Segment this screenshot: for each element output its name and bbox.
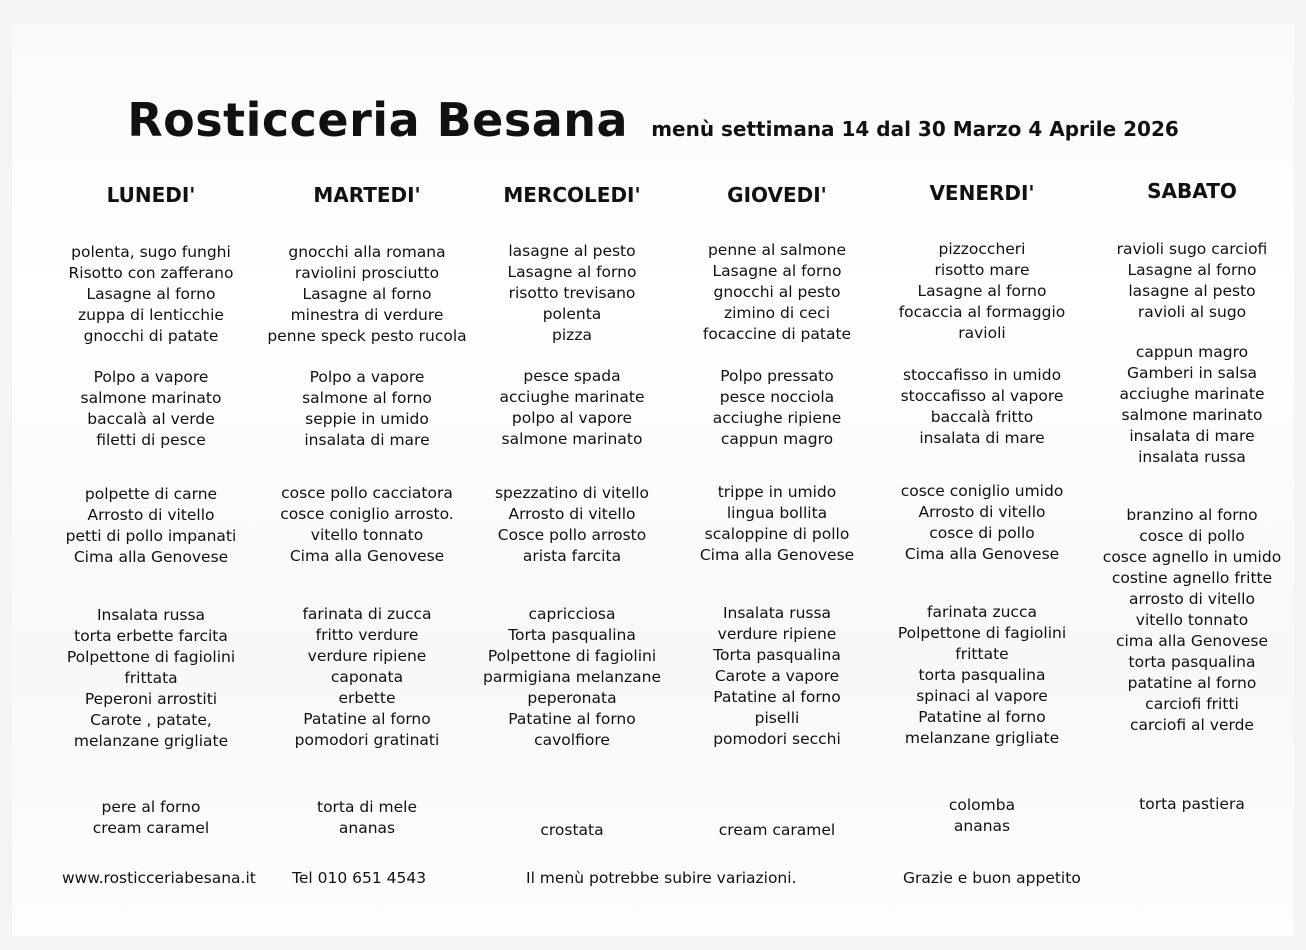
- dish-item: vitello tonnato: [310, 526, 424, 544]
- dish-item: Polpo a vapore: [93, 368, 209, 386]
- footer-website: www.rosticceriabesana.it: [62, 869, 256, 887]
- dish-item: cream caramel: [92, 819, 210, 837]
- menu-week-subtitle: menù settimana 14 dal 30 Marzo 4 Aprile 2026: [651, 117, 1179, 141]
- day-heading: MERCOLEDI': [503, 183, 641, 207]
- dish-item: Arrosto di vitello: [508, 505, 636, 523]
- dish-group: [26, 797, 276, 839]
- dish-item: Arrosto di vitello: [87, 506, 215, 524]
- dish-item: lingua bollita: [726, 504, 828, 522]
- dish-item: Carote , patate,: [90, 711, 212, 729]
- dish-item: erbette: [338, 689, 396, 707]
- dish-item: capricciosa: [528, 605, 616, 623]
- dish-item: pomodori gratinati: [294, 731, 440, 749]
- dish-item: cosce di pollo: [1139, 527, 1245, 545]
- dish-group: [26, 605, 276, 752]
- dish-item: Lasagne al forno: [1127, 261, 1257, 279]
- dish-item: torta pasqualina: [918, 666, 1046, 684]
- dish-group: [26, 367, 276, 451]
- dish-item: farinata zucca: [927, 603, 1037, 621]
- dish-item: ravioli: [958, 324, 1006, 342]
- dish-item: gnocchi alla romana: [288, 243, 446, 261]
- dish-item: Torta pasqualina: [713, 646, 841, 664]
- dish-item: torta pasqualina: [1128, 653, 1256, 671]
- dish-item: verdure ripiene: [717, 625, 837, 643]
- dish-item: pizzoccheri: [938, 240, 1026, 258]
- dish-item: colomba: [948, 796, 1016, 814]
- day-column: [262, 180, 472, 837]
- dish-item: insalata di mare: [1129, 427, 1255, 445]
- dish-item: arista farcita: [522, 547, 622, 565]
- dish-item: cappun magro: [1135, 343, 1249, 361]
- dish-item: raviolini prosciutto: [294, 264, 440, 282]
- dish-item: minestra di verdure: [290, 306, 444, 324]
- dish-item: verdure ripiene: [307, 647, 427, 665]
- dish-item: patatine al forno: [1127, 674, 1257, 692]
- dish-item: Polpo a vapore: [309, 368, 425, 386]
- dish-item: scaloppine di pollo: [704, 525, 850, 543]
- dish-item: cosce di pollo: [929, 524, 1035, 542]
- dish-item: pesce spada: [523, 367, 621, 385]
- dish-item: focaccia al formaggio: [898, 303, 1066, 321]
- dish-group: [1067, 794, 1306, 815]
- day-column: [46, 180, 256, 837]
- dish-item: pizza: [552, 326, 592, 344]
- dish-item: Patatine al forno: [303, 710, 431, 728]
- dish-group: [26, 484, 276, 568]
- dish-item: crostata: [540, 821, 604, 839]
- dish-item: cosce coniglio arrosto.: [280, 505, 454, 523]
- dish-item: cavolfiore: [534, 731, 610, 749]
- dish-item: carciofi al verde: [1130, 716, 1254, 734]
- footer-note: Il menù potrebbe subire variazioni.: [526, 869, 797, 887]
- dish-item: salmone al forno: [302, 389, 432, 407]
- menu-header: [0, 93, 1306, 147]
- dish-item: Cosce pollo arrosto: [497, 526, 647, 544]
- dish-item: Polpettone di fagiolini: [487, 647, 657, 665]
- dish-item: baccalà fritto: [930, 408, 1034, 426]
- dish-item: acciughe ripiene: [712, 409, 842, 427]
- day-heading: VENERDI': [929, 181, 1035, 205]
- dish-item: Cima alla Genovese: [699, 546, 855, 564]
- dish-item: parmigiana melanzane: [483, 668, 661, 686]
- dish-item: pere al forno: [101, 798, 201, 816]
- dish-item: caponata: [330, 668, 404, 686]
- dish-item: baccalà al verde: [87, 410, 215, 428]
- day-heading: LUNEDI': [106, 183, 196, 207]
- footer-phone: Tel 010 651 4543: [292, 869, 427, 887]
- restaurant-title: Rosticceria Besana: [127, 93, 629, 147]
- dish-item: frittata: [124, 669, 178, 687]
- dish-item: stoccafisso in umido: [902, 366, 1062, 384]
- dish-item: Polpettone di fagiolini: [66, 648, 236, 666]
- dish-item: Lasagne al forno: [507, 263, 637, 281]
- dish-item: trippe in umido: [717, 483, 837, 501]
- dish-item: Insalata russa: [96, 606, 206, 624]
- dish-item: piselli: [754, 709, 800, 727]
- dish-item: lasagne al pesto: [1128, 282, 1256, 300]
- dish-item: melanzane grigliate: [73, 732, 229, 750]
- dish-item: cream caramel: [718, 821, 836, 839]
- day-column: [672, 180, 882, 839]
- dish-item: insalata russa: [1138, 448, 1246, 466]
- dish-item: salmone marinato: [501, 430, 643, 448]
- dish-item: Lasagne al forno: [302, 285, 432, 303]
- dish-item: costine agnello fritte: [1111, 569, 1273, 587]
- dish-item: insalata di mare: [304, 431, 430, 449]
- dish-item: zimino di ceci: [723, 304, 831, 322]
- dish-item: spinaci al vapore: [916, 687, 1048, 705]
- dish-item: Arrosto di vitello: [918, 503, 1046, 521]
- dish-item: polenta, sugo funghi: [71, 243, 231, 261]
- dish-item: pomodori secchi: [713, 730, 841, 748]
- dish-item: petti di pollo impanati: [65, 527, 237, 545]
- day-column: [467, 180, 677, 839]
- dish-item: ravioli al sugo: [1137, 303, 1247, 321]
- dish-item: Gamberi in salsa: [1126, 364, 1258, 382]
- dish-item: arrosto di vitello: [1129, 590, 1255, 608]
- dish-item: Cima alla Genovese: [904, 545, 1060, 563]
- dish-item: focaccine di patate: [702, 325, 852, 343]
- dish-item: Lasagne al forno: [917, 282, 1047, 300]
- dish-item: torta erbette farcita: [74, 627, 228, 645]
- dish-item: seppie in umido: [305, 410, 429, 428]
- dish-item: peperonata: [527, 689, 617, 707]
- dish-item: cima alla Genovese: [1115, 632, 1269, 650]
- dish-item: cosce coniglio umido: [900, 482, 1064, 500]
- dish-item: Polpo pressato: [720, 367, 834, 385]
- dish-item: lasagne al pesto: [508, 242, 636, 260]
- dish-item: Patatine al forno: [918, 708, 1046, 726]
- dish-item: salmone marinato: [80, 389, 222, 407]
- dish-item: Patatine al forno: [713, 688, 841, 706]
- dish-item: stoccafisso al vapore: [900, 387, 1064, 405]
- dish-item: ravioli sugo carciofi: [1116, 240, 1268, 258]
- dish-item: zuppa di lenticchie: [78, 306, 224, 324]
- dish-item: Carote a vapore: [714, 667, 840, 685]
- dish-item: cosce agnello in umido: [1102, 548, 1282, 566]
- dish-item: Patatine al forno: [508, 710, 636, 728]
- dish-item: insalata di mare: [919, 429, 1045, 447]
- dish-group: [1067, 505, 1306, 736]
- dish-item: fritto verdure: [315, 626, 419, 644]
- dish-item: Insalata russa: [722, 604, 832, 622]
- day-heading: GIOVEDI': [727, 183, 827, 207]
- dish-item: gnocchi al pesto: [713, 283, 841, 301]
- dish-item: penne al salmone: [707, 241, 847, 259]
- dish-item: cosce pollo cacciatora: [281, 484, 453, 502]
- dish-item: cappun magro: [720, 430, 834, 448]
- dish-item: risotto mare: [934, 261, 1030, 279]
- dish-item: torta di mele: [317, 798, 417, 816]
- dish-item: ananas: [953, 817, 1011, 835]
- dish-item: Torta pasqualina: [508, 626, 636, 644]
- day-heading: SABATO: [1147, 179, 1237, 203]
- dish-item: filetti di pesce: [96, 431, 206, 449]
- day-heading: MARTEDI': [313, 183, 421, 207]
- dish-item: Polpettone di fagiolini: [897, 624, 1067, 642]
- dish-item: Peperoni arrostiti: [84, 690, 218, 708]
- dish-item: melanzane grigliate: [904, 729, 1060, 747]
- dish-item: risotto trevisano: [508, 284, 636, 302]
- day-column: [1087, 176, 1297, 813]
- dish-item: Cima alla Genovese: [289, 547, 445, 565]
- dish-item: farinata di zucca: [302, 605, 432, 623]
- dish-item: polpo al vapore: [511, 409, 633, 427]
- dish-group: [1067, 342, 1306, 468]
- dish-item: Cima alla Genovese: [73, 548, 229, 566]
- dish-item: ananas: [338, 819, 396, 837]
- dish-item: Lasagne al forno: [86, 285, 216, 303]
- dish-item: Lasagne al forno: [712, 262, 842, 280]
- dish-item: polenta: [542, 305, 602, 323]
- dish-item: salmone marinato: [1121, 406, 1263, 424]
- dish-item: torta pastiera: [1139, 795, 1245, 813]
- dish-item: acciughe marinate: [499, 388, 645, 406]
- dish-item: carciofi fritti: [1145, 695, 1239, 713]
- dish-item: penne speck pesto rucola: [267, 327, 467, 345]
- dish-item: branzino al forno: [1126, 506, 1258, 524]
- dish-item: spezzatino di vitello: [494, 484, 650, 502]
- day-column: [877, 178, 1087, 835]
- dish-item: vitello tonnato: [1135, 611, 1249, 629]
- dish-item: frittate: [955, 645, 1009, 663]
- dish-item: gnocchi di patate: [83, 327, 219, 345]
- dish-item: acciughe marinate: [1119, 385, 1265, 403]
- dish-item: pesce nocciola: [719, 388, 835, 406]
- dish-item: Risotto con zafferano: [68, 264, 234, 282]
- dish-group: [1067, 239, 1306, 323]
- footer-thanks: Grazie e buon appetito: [903, 869, 1081, 887]
- dish-group: [26, 242, 276, 347]
- dish-item: polpette di carne: [84, 485, 218, 503]
